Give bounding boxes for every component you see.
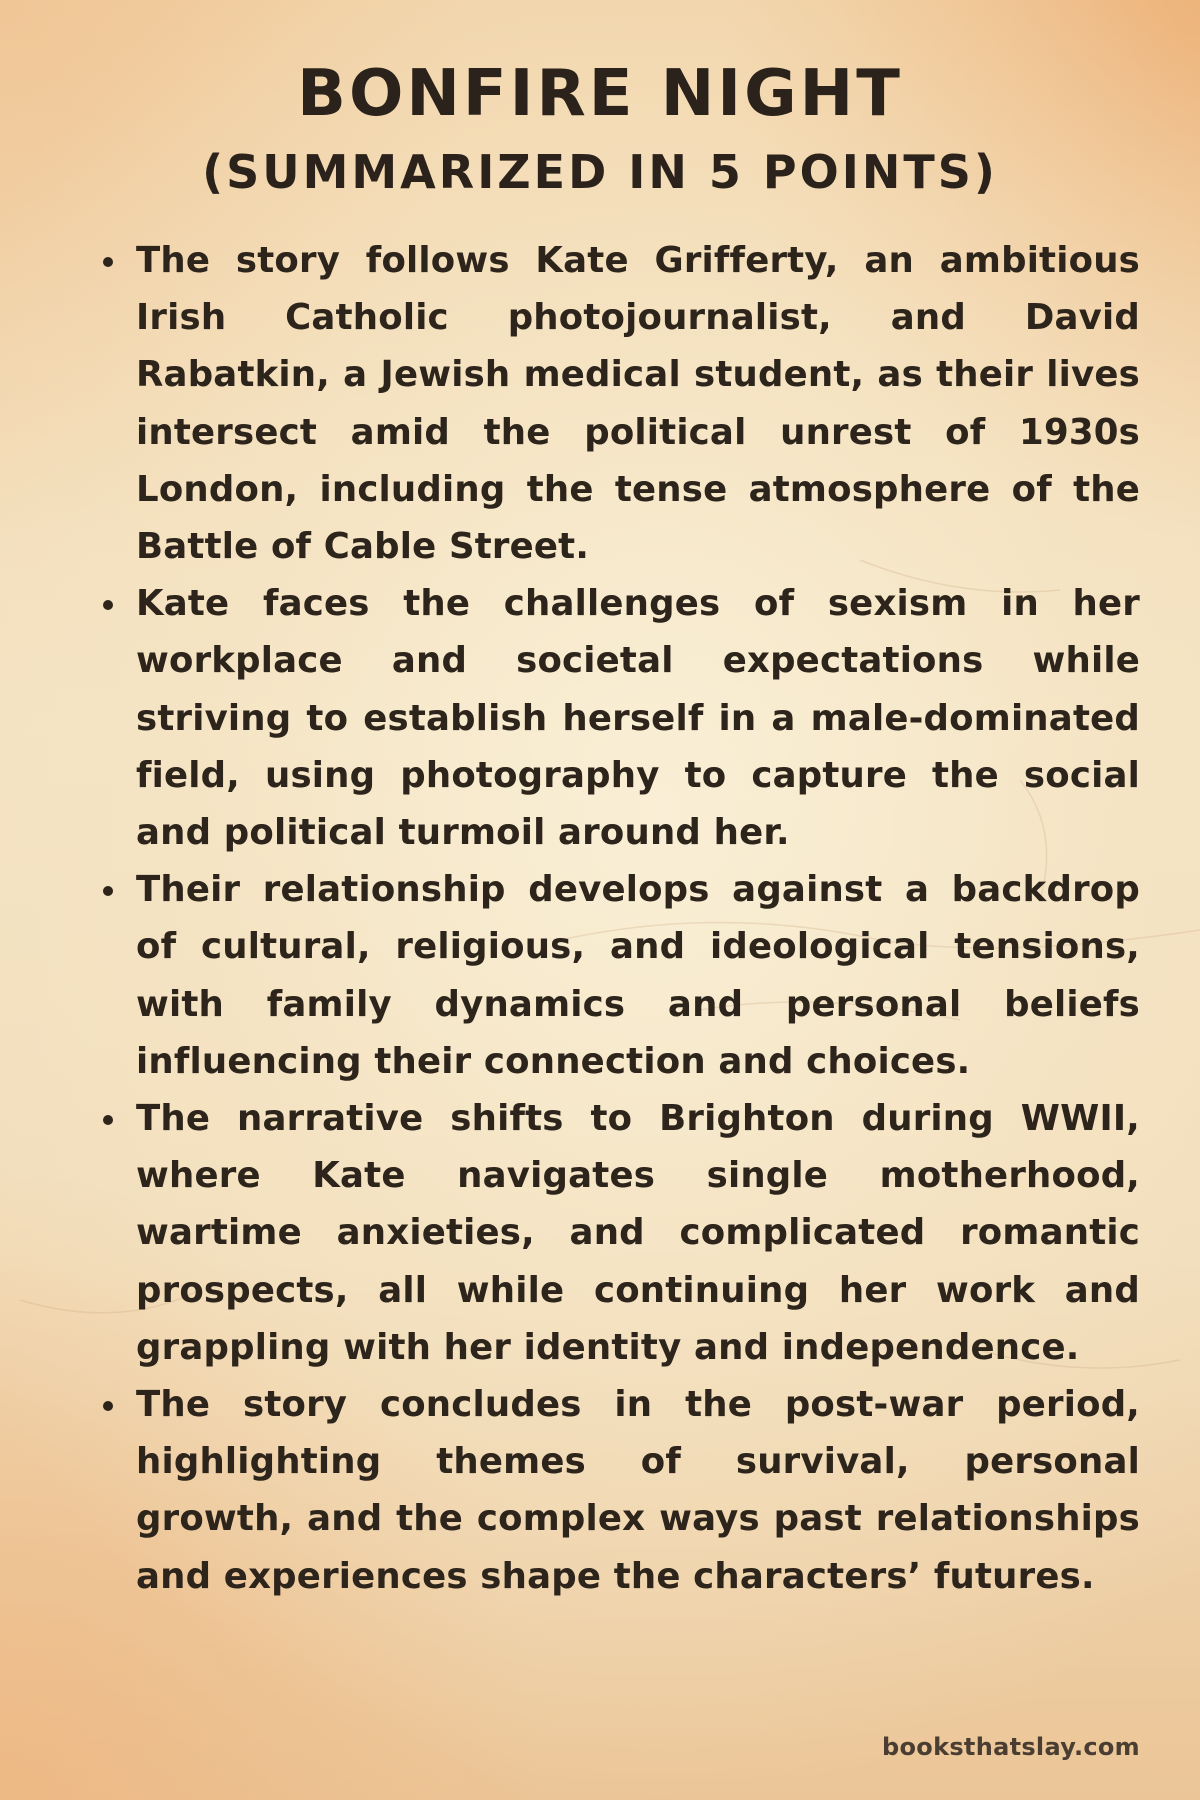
summary-point-text: The story follows Kate Grifferty, an ambitious Irish Catholic photojournalist, and David Rabatkin, a Jewish medical student, as their lives intersect amid the political unrest of 1930s London, including the tense atmosphere of the Battle of Cable Street. <box>136 240 1140 568</box>
bullet-icon <box>103 257 113 267</box>
summary-points-list <box>96 232 1140 1605</box>
page-title: BONFIRE NIGHT <box>297 57 903 131</box>
summary-point-text: The story concludes in the post-war period, highlighting themes of survival, personal growth, and the complex ways past relationships and experiences shape the characters’ futures. <box>136 1384 1140 1597</box>
summary-point <box>96 861 1140 1090</box>
summary-point-text: Kate faces the challenges of sexism in her workplace and societal expectations while striving to establish herself in a male-dominated field, using photography to capture the social and political turmoil around her. <box>136 583 1140 854</box>
summary-point <box>96 232 1140 575</box>
summary-point-text: The narrative shifts to Brighton during WWII, where Kate navigates single motherhood, wartime anxieties, and complicated romantic prospects, all while continuing her work and grappling with her identity and independence. <box>136 1098 1140 1368</box>
summary-point-text: Their relationship develops against a backdrop of cultural, religious, and ideological tensions, with family dynamics and personal beliefs influencing their connection and choices. <box>136 869 1140 1082</box>
bullet-icon <box>103 1401 113 1411</box>
bullet-icon <box>103 600 113 610</box>
page-subtitle: (SUMMARIZED IN 5 POINTS) <box>202 145 998 199</box>
summary-point <box>96 1090 1140 1376</box>
bullet-icon <box>103 1115 113 1125</box>
summary-point <box>96 1376 1140 1605</box>
summary-point <box>96 575 1140 861</box>
bullet-icon <box>103 886 113 896</box>
site-watermark: booksthatslay.com <box>882 1733 1140 1761</box>
